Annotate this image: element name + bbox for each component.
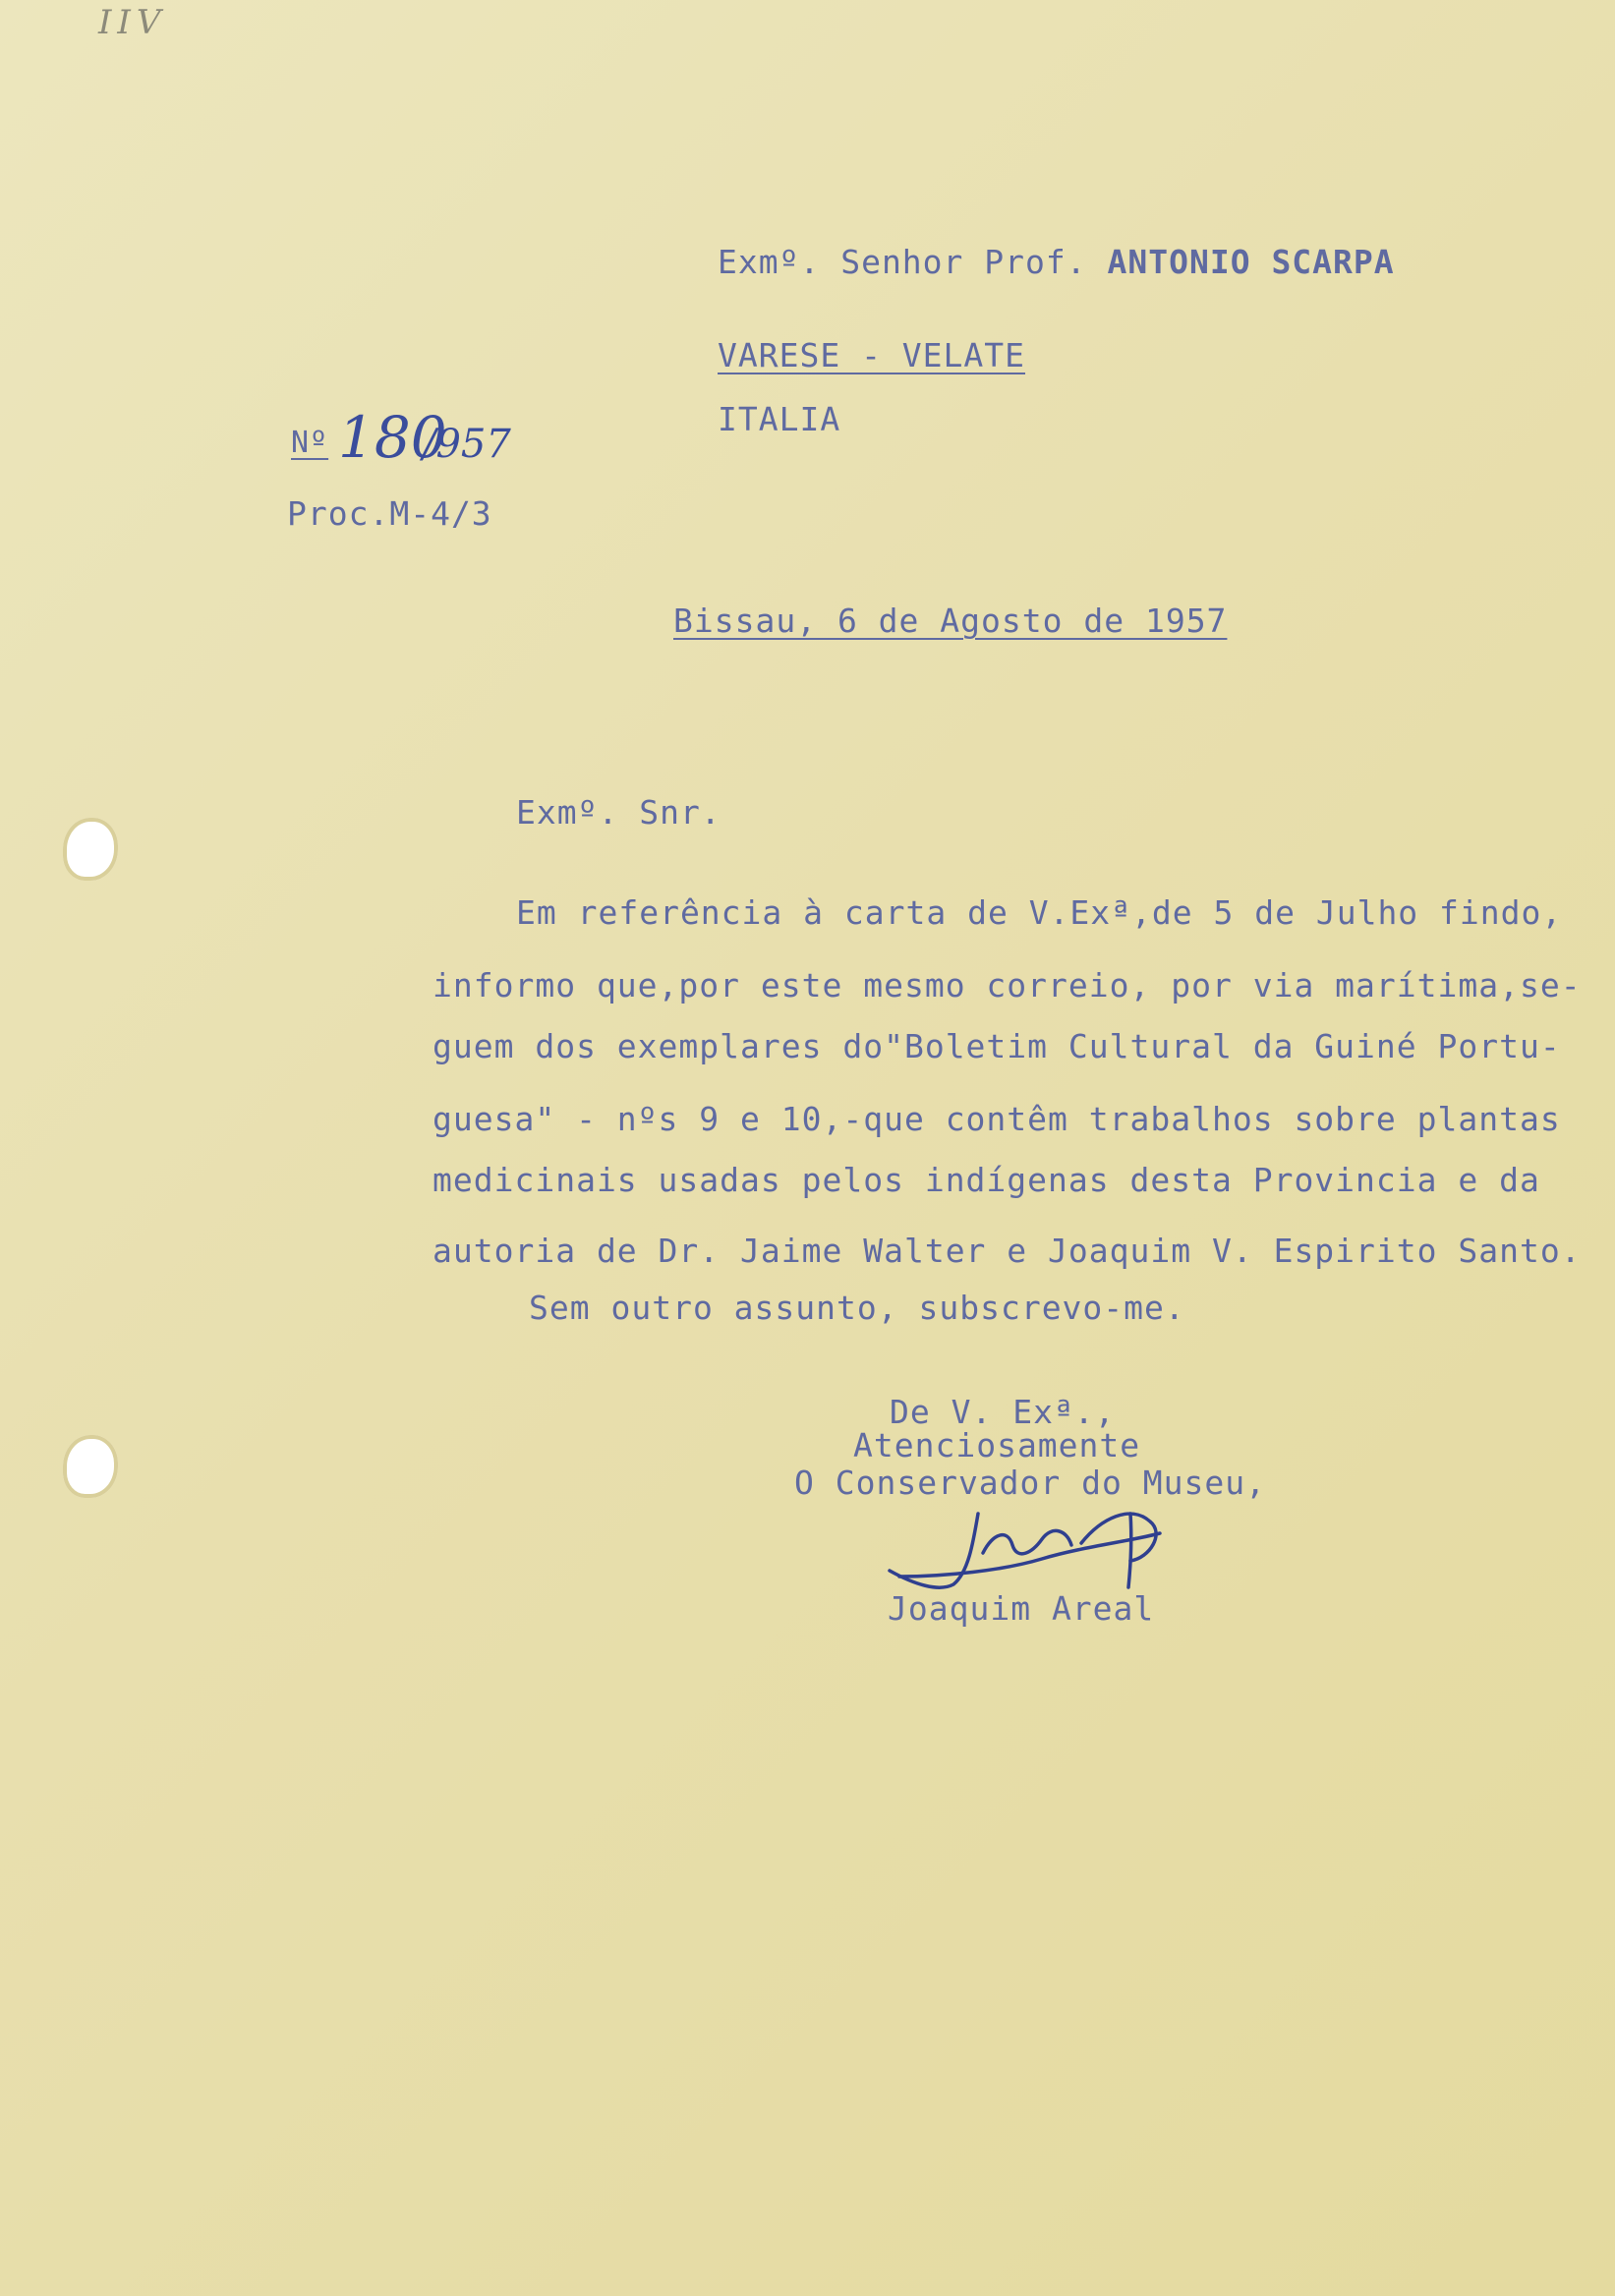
header-mark: IIV <box>98 3 167 42</box>
salutation: Exmº. Snr. <box>516 793 721 832</box>
recipient-prefix: Exmº. Senhor Prof. <box>718 243 1087 281</box>
signer-name: Joaquim Areal <box>888 1589 1155 1628</box>
recipient-name: ANTONIO SCARPA <box>1107 243 1395 281</box>
closing-line-1: De V. Exª., <box>890 1393 1116 1431</box>
closing-line-2: Atenciosamente <box>853 1426 1141 1464</box>
recipient-line-2: VARESE - VELATE <box>718 336 1026 374</box>
body-line: Sem outro assunto, subscrevo-me. <box>529 1289 1185 1327</box>
body-line: guesa" - nºs 9 e 10,-que contêm trabalhos sobre plantas <box>433 1100 1561 1138</box>
reference-proc: Proc.M-4/3 <box>287 494 492 533</box>
closing-line-3: O Conservador do Museu, <box>794 1464 1266 1502</box>
body-line: autoria de Dr. Jaime Walter e Joaquim V. Espirito Santo. <box>433 1232 1582 1270</box>
date-line: Bissau, 6 de Agosto de 1957 <box>673 602 1228 640</box>
body-line: guem dos exemplares do"Boletim Cultural da Guiné Portu- <box>433 1027 1561 1065</box>
recipient-line-3: ITALIA <box>718 400 841 438</box>
reference-number-value: 180 <box>338 404 447 471</box>
body-line: Em referência à carta de V.Exª,de 5 de Julho findo, <box>516 893 1563 932</box>
reference-number-label: Nº <box>291 426 329 460</box>
body-line: informo que,por este mesmo correio, por via marítima,se- <box>433 966 1582 1004</box>
body-line: medicinais usadas pelos indígenas desta Provincia e da <box>433 1161 1540 1199</box>
reference-number-year: /957 <box>423 422 511 467</box>
